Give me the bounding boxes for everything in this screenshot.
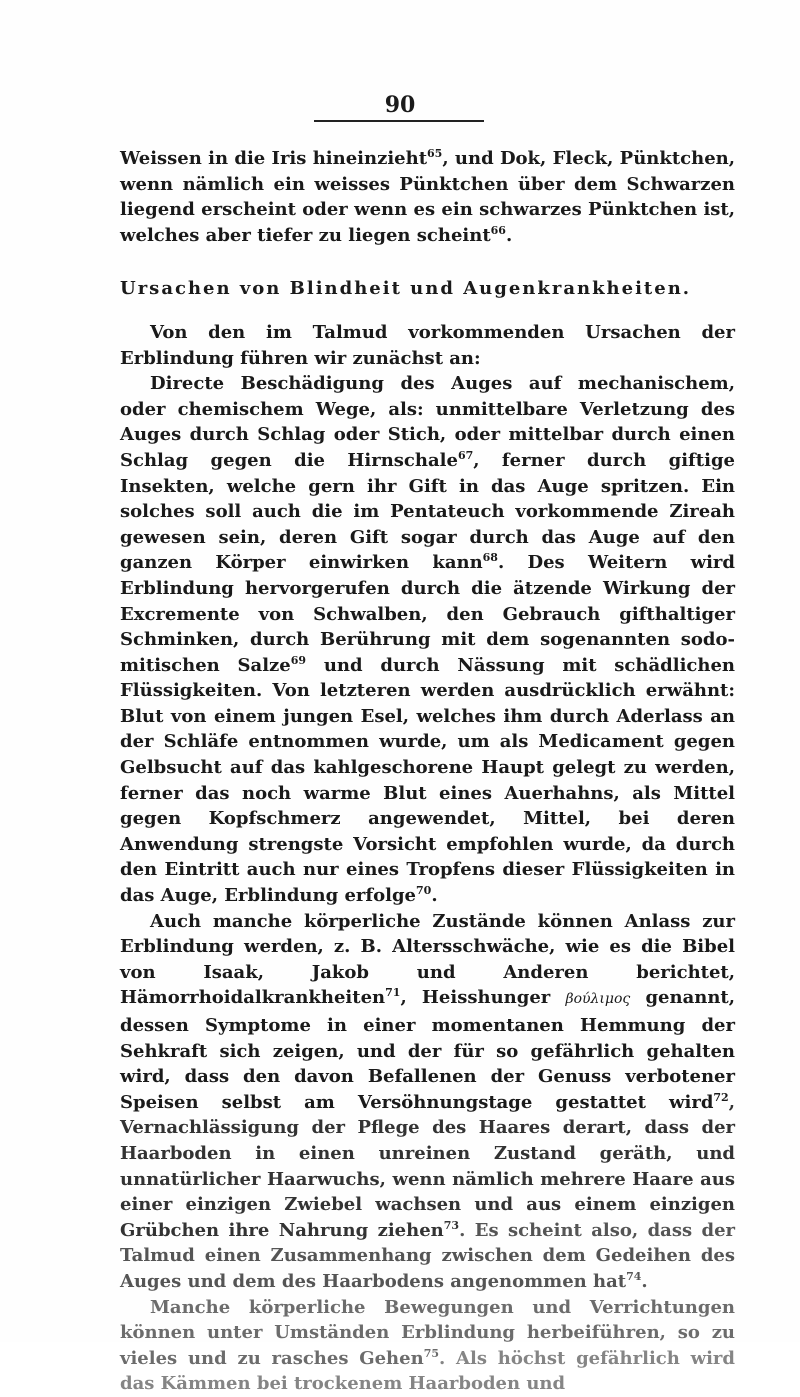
text-run: , Heisshunger xyxy=(400,987,566,1009)
paragraph-movements xyxy=(120,1295,735,1397)
text-run: Weissen in die Iris hineinzieht xyxy=(120,148,428,169)
text-run: Manche körperliche Bewegungen und Verrichtungen können unter Umständen Erblindung herbeiführen, so zu vieles und zu rasches Gehen xyxy=(120,1296,735,1369)
text-run: . Als höchst gefährlich wird das Kämmen bei trockenem Haarboden und xyxy=(120,1347,736,1395)
text-run: . Es scheint also, dass der Talmud einen Zusammenhang zwischen dem Gedeihen des Auges und dem des Haarbodens angenommen hat xyxy=(120,1219,736,1292)
footnote-ref: 71 xyxy=(385,986,401,1000)
text-run: , und Dok, Fleck, Pünktchen, wenn nämlich ein weisses Pünktchen über dem Schwarzen liegend erscheint oder wenn es ein schwarzes Pünktchen ist, welches aber tiefer zu liegen scheint xyxy=(120,148,736,246)
page-number-rule xyxy=(314,120,484,122)
text-run: und durch Nässung mit schädlichen Flüssigkeiten. Von letzteren werden ausdrücklich erwähnt: Blut von einem jungen Esel, welches ihm durch Aderlass an der Schläfe entnommen wurde, um als Medicament gegen Gelbsucht auf das kahlgeschorene Haupt gelegt zu werden, ferner das noch warme Blut eines Auerhahns, als Mittel gegen Kopfschmerz angewendet, Mittel, bei deren Anwendung strengste Vorsicht empfohlen wurde, da durch den Eintritt auch nur eines Tropfens dieser Flüssigkeiten in das Auge, Erblindung erfolge xyxy=(120,654,735,907)
body-text xyxy=(120,146,735,1397)
footnote-ref: 65 xyxy=(427,147,443,160)
paragraph-continuation xyxy=(120,146,735,248)
footnote-ref: 67 xyxy=(457,448,474,462)
text-run: , Vernachlässigung der Pflege des Haares derart, dass der Haarboden in einen unreinen Zustand geräth, und unnatürlicher Haarwuchs, wenn nämlich mehrere Haare aus einer einzigen Zwiebel wachsen und aus einem einzigen Grübchen ihre Nahrung ziehen xyxy=(120,1091,735,1241)
paragraph-bodily-conditions xyxy=(120,909,735,1295)
text-run: , ferner durch giftige Insekten, welche gern ihr Gift in das Auge spritzen. Ein solches soll auch die im Pentateuch vorkommende Zireah gewesen sein, deren Gift sogar durch das Auge auf den ganzen Körper einwirken kann xyxy=(120,449,735,574)
footnote-ref: 69 xyxy=(290,653,307,667)
paragraph-intro: Von den im Talmud vorkommenden Ursachen der Erblindung führen wir zunächst an: xyxy=(120,321,735,369)
text-run: . xyxy=(641,1270,648,1292)
footnote-ref: 73 xyxy=(443,1218,460,1232)
footnote-ref: 68 xyxy=(482,551,498,565)
page-number: 90 xyxy=(384,92,416,118)
footnote-ref: 75 xyxy=(423,1346,439,1360)
footnote-ref: 70 xyxy=(416,884,432,898)
section-heading: Ursachen von Blindheit und Augenkrankheiten. xyxy=(120,278,692,300)
footnote-ref: 72 xyxy=(713,1090,729,1104)
paragraph-direct-damage xyxy=(120,371,735,908)
text-run: Auch manche körperliche Zustände können Anlass zur Erblindung werden, z. B. Altersschwäche, wie es die Bibel von Isaak, Jakob und Anderen berichtet, Hämorrhoidalkrankheiten xyxy=(120,910,735,1009)
text-run: genannt, dessen Symptome in einer momentanen Hemmung der Sehkraft sich zeigen, und der für so gefährlich gehalten wird, dass den davon Befallenen der Genuss verbotener Speisen selbst am Versöhnungstage gestattet wird xyxy=(120,987,736,1113)
greek-term: βούλιμος xyxy=(565,991,631,1008)
text-run: . Des Weitern wird Erblindung hervorgerufen durch die ätzende Wirkung der Excremente von Schwalben, den Gebrauch gifthaltiger Schminken, durch Berührung mit dem sogenannten sodomitischen Salze xyxy=(120,552,735,676)
text-run: . xyxy=(505,224,513,246)
text-run: Directe Beschädigung des Auges auf mechanischem, oder chemischem Wege, als: unmittelbare Verletzung des Auges durch Schlag oder Stich, oder mittelbar durch einen Schlag gegen die Hirnschale xyxy=(120,373,735,471)
footnote-ref: 74 xyxy=(626,1269,642,1283)
footnote-ref: 66 xyxy=(490,223,506,237)
text-run: . xyxy=(431,885,438,907)
